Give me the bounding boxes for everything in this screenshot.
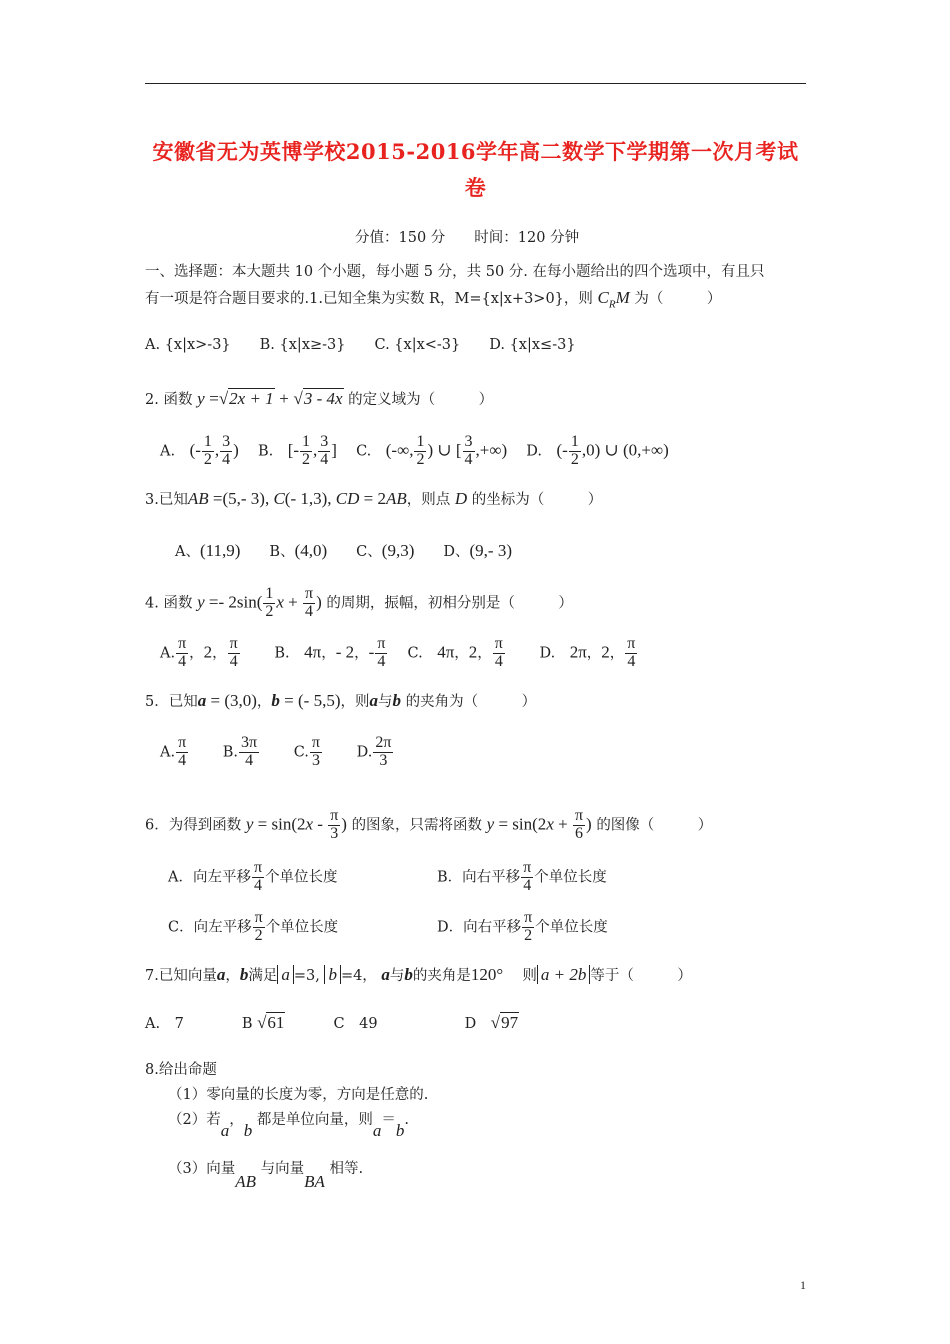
q1-options: A. {x|x>-3} B. {x|x≥-3} C. {x|x<-3} D. {x|x≤-3} xyxy=(145,337,576,353)
q6-option-b: B．向右平移 $\frac{\pi}{4}$ 个单位长度 xyxy=(437,859,607,894)
q2-options: A. (- $\frac{1}{2}$ , $\frac{3}{4}$ ) B. [- $\frac{1}{2}$ , $\frac{3}{4}$ ] C. (-∞, $\frac{1}{2}$ ) ∪ [ $\frac{3}{4}$ ,+∞) D. (- $\frac{1}{2}$ ,0) ∪ (0,+∞) xyxy=(160,433,669,468)
q5-options: A. $\frac{\pi}{4}$ B. $\frac{3\pi}{4}$ C. $\frac{\pi}{3}$ D. $\frac{2\pi}{3}$ xyxy=(160,734,392,769)
q4-options: A. $\frac{\pi}{4}$ ，2， $\frac{\pi}{4}$ B. 4π，- 2，- $\frac{\pi}{4}$ C. 4π，2， $\frac{\pi}{4}$ D. 2π，2， $\frac{\pi}{4}$ xyxy=(160,635,636,670)
page-title: 安徽省无为英博学校2015-2016学年高二数学下学期第一次月考试 xyxy=(152,139,799,164)
header-rule xyxy=(145,83,806,84)
q3-stem: 3.已知AB =(5,- 3), C(- 1,3), CD = 2AB，则点 D 的坐标为（ ） xyxy=(145,489,603,508)
q2-stem: 2. 函数 y =√2x + 1 + √3 - 4x 的定义域为（ ） xyxy=(145,389,494,408)
complement-symbol: $C_RM$ xyxy=(597,288,630,311)
q6-stem: 6．为得到函数 y = sin(2x - $\frac{\pi}{3}$ ) 的图象，只需将函数 y = sin(2x + $\frac{\pi}{6}$ ) 的图像（ ） xyxy=(145,807,713,842)
q6-option-c: C．向左平移 $\frac{\pi}{2}$ 个单位长度 xyxy=(168,909,339,944)
q1-stem: 有一项是符合题目要求的.1.已知全集为实数 R，M={x|x+3>0}，则 $C_RM$ 为（ ） xyxy=(145,288,722,311)
q7-options: A. 7 B √61 C 49 D √97 xyxy=(145,1013,519,1032)
q8-prop1: （1）零向量的长度为零，方向是任意的. xyxy=(168,1087,429,1103)
q8-prop3: （3）向量AB 与向量BA 相等. xyxy=(168,1161,364,1191)
page-title-cont: 卷 xyxy=(464,175,487,200)
q6-option-d: D．向右平移 $\frac{\pi}{2}$ 个单位长度 xyxy=(437,909,608,944)
page-number: 1 xyxy=(800,1278,806,1292)
exam-meta: 分值：150 分 时间：120 分钟 xyxy=(355,230,580,246)
q5-stem: 5．已知a = (3,0)，b = (- 5,5)，则a与b 的夹角为（ ） xyxy=(145,691,537,710)
q8-stem: 8.给出命题 xyxy=(145,1062,217,1078)
q4-stem: 4. 函数 y =- 2sin( $\frac{1}{2}$ x + $\frac{\pi}{4}$ ) 的周期，振幅，初相分别是（ ） xyxy=(145,585,573,620)
q8-prop2: （2）若a，b 都是单位向量，则a＝b. xyxy=(168,1112,409,1140)
section-intro: 一、选择题：本大题共 10 个小题，每小题 5 分，共 50 分. 在每小题给出的四个选项中，有且只 xyxy=(145,264,765,280)
q7-stem: 7.已知向量a，b满足 a =3, b =4， a与b的夹角是120° 则 a + 2b 等于（ ） xyxy=(145,965,692,984)
q3-options: A、(11,9) B、(4,0) C、(9,3) D、(9,- 3) xyxy=(175,541,512,560)
q6-option-a: A．向左平移 $\frac{\pi}{4}$ 个单位长度 xyxy=(168,859,338,894)
